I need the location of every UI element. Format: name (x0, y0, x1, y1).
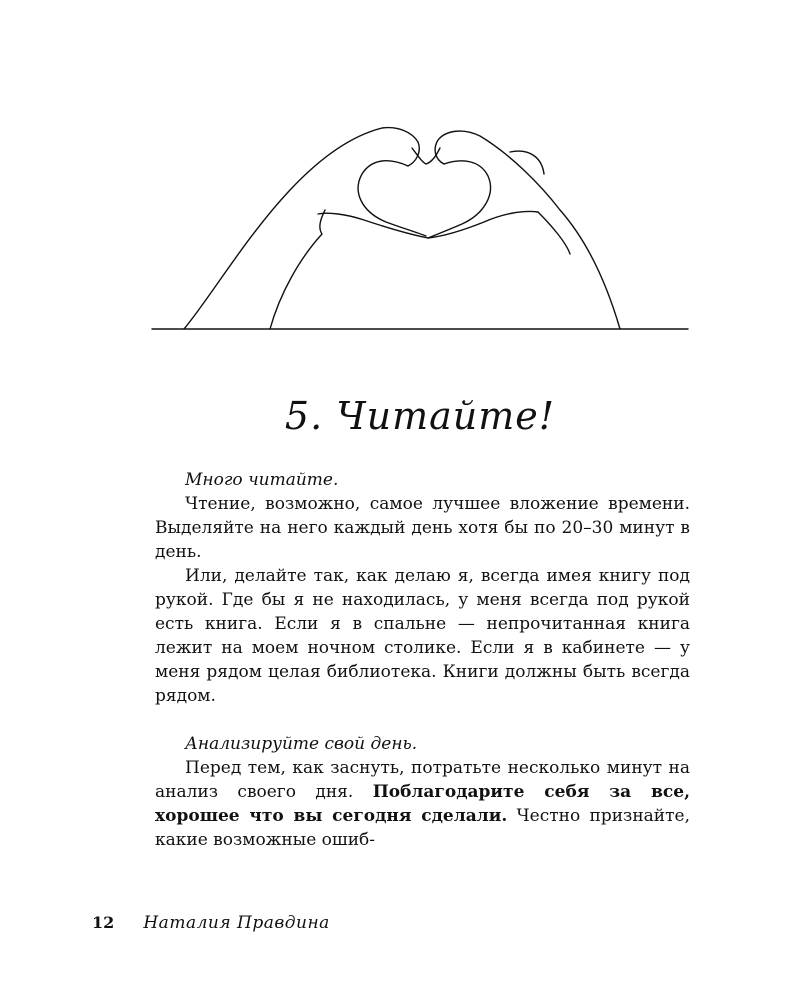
paragraph-analyze-day (155, 756, 690, 852)
left-finger-curve (358, 161, 426, 236)
heart-center-knuckles (412, 148, 440, 164)
paragraph-book-at-hand: Или, делайте так, как делаю я, всегда имея книгу под рукой. Где бы я не находилась, у меня всегда под рукой есть книга. Если я в спальне — непрочитанная книга лежит на моем ночном столике. Если я в кабинете — у меня рядом целая библиотека. Книги должны быть всегда рядом. (155, 566, 690, 706)
left-hand-outline (184, 128, 419, 329)
analyze-text-bold: Поблагодарите себя за все, хорошее что вы сегодня сделали. (155, 782, 690, 826)
right-thumb-line (428, 211, 538, 238)
analyze-text-start: Перед тем, как заснуть, потратьте несколько минут на анализ своего дня. (155, 758, 690, 802)
subhead-analyze-day: Анализируйте свой день. (185, 734, 418, 754)
heart-hands-illustration (150, 118, 690, 338)
page-number: 12 (92, 913, 115, 932)
paragraph-reading-time: Чтение, возможно, самое лучшее вложение времени. Выделяйте на него каждый день хотя бы по 20–30 минут в день. (155, 494, 690, 562)
chapter-title: 5. Читайте! (284, 394, 556, 438)
left-thumb-line (318, 213, 428, 238)
right-sleeve-line (510, 151, 570, 254)
author-name: Наталия Правдина (143, 913, 330, 933)
left-sleeve-line (270, 210, 325, 329)
right-finger-curve (428, 161, 490, 238)
paragraph-gap (155, 708, 690, 732)
page-footer (92, 910, 330, 936)
chapter-body (155, 468, 690, 852)
subhead-read-more: Много читайте. (185, 470, 339, 490)
analyze-text-end: Честно признайте, какие возможные ошиб- (155, 806, 690, 850)
